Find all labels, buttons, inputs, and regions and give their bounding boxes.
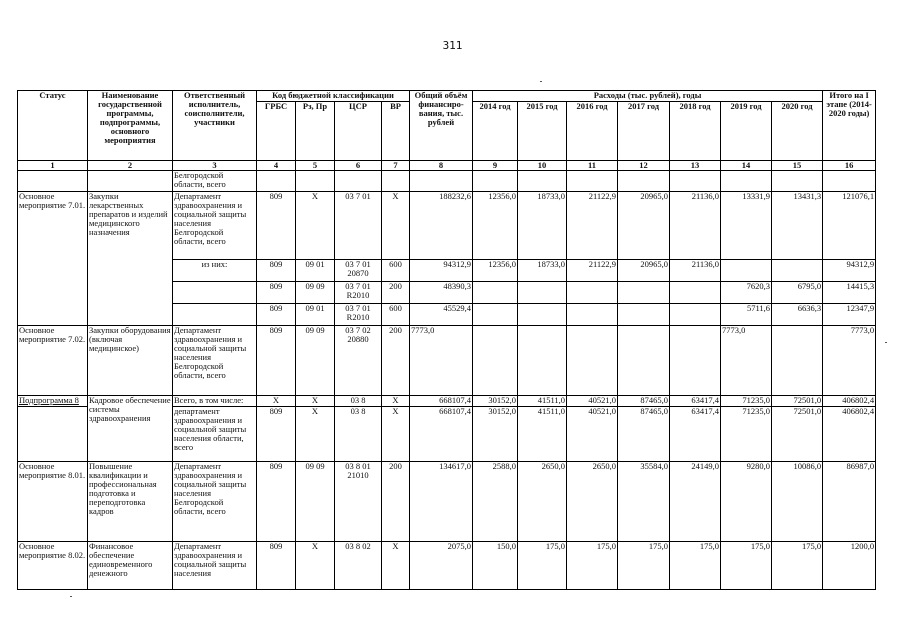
cell-executor: Всего, в том числе:	[173, 396, 257, 407]
col-name: Наименование государственной программы, подпрограммы, основного мероприятия	[88, 91, 173, 161]
col-number: 14	[721, 161, 772, 171]
col-number: 1	[18, 161, 88, 171]
cell-2017	[618, 326, 670, 396]
cell-2015	[518, 304, 567, 326]
cell-2019: 175,0	[721, 542, 772, 590]
cell-status: Основное мероприятие 8.02.	[18, 542, 88, 590]
scan-speck	[885, 342, 887, 343]
cell-2020: 72501,0	[772, 396, 823, 407]
cell-total: 48390,3	[410, 282, 473, 304]
cell-total: 134617,0	[410, 462, 473, 542]
cell-2020: 10086,0	[772, 462, 823, 542]
cell-2019: 7620,3	[721, 282, 772, 304]
cell-vr: Х	[382, 192, 410, 260]
budget-table	[17, 90, 876, 590]
cell-executor	[173, 304, 257, 326]
cell-2018	[670, 282, 721, 304]
cell-executor: Департамент здравоохранения и социальной защиты населения Белгородской области, всего	[173, 326, 257, 396]
cell-2016	[567, 326, 618, 396]
cell-2020	[772, 326, 823, 396]
cell-status: Подпрограмма 8	[18, 396, 88, 407]
cell-vr: 600	[382, 260, 410, 282]
cell-2017: 87465,0	[618, 407, 670, 462]
col-budget-code: Код бюджетной классификации	[257, 91, 410, 102]
cell-stage-total: 406802,4	[823, 396, 876, 407]
cell-name: Повышение квалификации и профессиональная подготовка и переподготовка кадров	[88, 462, 173, 542]
cell-name: Кадровое обеспечение системы здравоохранения	[88, 396, 173, 462]
cell-2015: 175,0	[518, 542, 567, 590]
cell-vr: 200	[382, 326, 410, 396]
cell-csr: 03 8 01 21010	[335, 462, 382, 542]
col-vr: ВР	[382, 102, 410, 161]
cell-rzpr: 09 09	[296, 282, 335, 304]
cell-2019: 71235,0	[721, 407, 772, 462]
col-number: 7	[382, 161, 410, 171]
cell-csr: 03 7 02 20880	[335, 326, 382, 396]
cell-status: Основное мероприятие 8.01.	[18, 462, 88, 542]
cell-vr: Х	[382, 542, 410, 590]
cell-total: 45529,4	[410, 304, 473, 326]
cell-2016: 2650,0	[567, 462, 618, 542]
cell-grbs: 809	[257, 304, 296, 326]
cell-2018	[670, 304, 721, 326]
cell-executor: Белгородской области, всего	[173, 171, 257, 192]
cell-csr: 03 7 01	[335, 192, 382, 260]
cell-2018: 24149,0	[670, 462, 721, 542]
cell-2015: 18733,0	[518, 192, 567, 260]
cell-stage-total: 94312,9	[823, 260, 876, 282]
cell-name: Финансовое обеспечение единовременного денежного	[88, 542, 173, 590]
cell-2019	[721, 260, 772, 282]
cell-csr: 03 8	[335, 396, 382, 407]
col-number: 12	[618, 161, 670, 171]
cell-grbs: 809	[257, 192, 296, 260]
cell-vr: Х	[382, 407, 410, 462]
cell-2017: 87465,0	[618, 396, 670, 407]
cell-2020: 72501,0	[772, 407, 823, 462]
col-year-2018: 2018 год	[670, 102, 721, 161]
cell-executor: Департамент здравоохранения и социальной защиты населения Белгородской области, всего	[173, 192, 257, 260]
page-number: 311	[442, 39, 463, 52]
cell-stage-total: 1200,0	[823, 542, 876, 590]
cell-rzpr: 09 09	[296, 326, 335, 396]
cell-2018	[670, 326, 721, 396]
cell-name: Закупки оборудования (включая медицинское)	[88, 326, 173, 396]
col-csr: ЦСР	[335, 102, 382, 161]
table-row	[18, 171, 876, 192]
cell-2015: 41511,0	[518, 396, 567, 407]
cell-csr: 03 8 02	[335, 542, 382, 590]
cell-grbs: Х	[257, 396, 296, 407]
col-number: 15	[772, 161, 823, 171]
cell-2018: 175,0	[670, 542, 721, 590]
cell-vr: 600	[382, 304, 410, 326]
col-number: 13	[670, 161, 721, 171]
cell-executor: департамент здравоохранения и социальной защиты населения области, всего	[173, 407, 257, 462]
cell-status	[18, 407, 88, 462]
col-grbs: ГРБС	[257, 102, 296, 161]
cell-grbs: 809	[257, 282, 296, 304]
col-number: 2	[88, 161, 173, 171]
cell-2014: 12356,0	[473, 192, 518, 260]
col-stage-total: Итого на I этапе (2014-2020 годы)	[823, 91, 876, 161]
cell-2019: 71235,0	[721, 396, 772, 407]
cell-rzpr: Х	[296, 192, 335, 260]
cell-stage-total: 406802,4	[823, 407, 876, 462]
cell-2014	[473, 304, 518, 326]
cell-status: Основное мероприятие 7.01.	[18, 192, 88, 326]
col-rzpr: Рз, Пр	[296, 102, 335, 161]
cell-executor	[173, 282, 257, 304]
cell-rzpr: Х	[296, 396, 335, 407]
cell-2014	[473, 326, 518, 396]
scan-speck	[540, 81, 542, 82]
cell-stage-total: 14415,3	[823, 282, 876, 304]
cell-2015	[518, 282, 567, 304]
cell-2014: 150,0	[473, 542, 518, 590]
cell-2016: 40521,0	[567, 407, 618, 462]
cell-executor: Департамент здравоохранения и социальной защиты населения	[173, 542, 257, 590]
cell-csr: 03 7 01 20870	[335, 260, 382, 282]
cell-2017	[618, 282, 670, 304]
cell-2016: 175,0	[567, 542, 618, 590]
table-row	[18, 326, 876, 396]
cell-2018: 63417,4	[670, 407, 721, 462]
cell-2017: 20965,0	[618, 192, 670, 260]
cell-2016: 40521,0	[567, 396, 618, 407]
cell-csr: 03 8	[335, 407, 382, 462]
cell-2017	[618, 304, 670, 326]
cell-rzpr: 09 01	[296, 260, 335, 282]
col-year-2015: 2015 год	[518, 102, 567, 161]
cell-2015	[518, 326, 567, 396]
col-number: 10	[518, 161, 567, 171]
cell-2019: 5711,6	[721, 304, 772, 326]
cell-2020: 175,0	[772, 542, 823, 590]
cell-2017: 175,0	[618, 542, 670, 590]
cell-total: 2075,0	[410, 542, 473, 590]
cell-total: 188232,6	[410, 192, 473, 260]
cell-2019: 13331,9	[721, 192, 772, 260]
cell-2020: 13431,3	[772, 192, 823, 260]
cell-2020: 6795,0	[772, 282, 823, 304]
cell-vr: Х	[382, 396, 410, 407]
cell-total: 7773,0	[410, 326, 473, 396]
cell-status	[18, 171, 88, 192]
cell-2019: 7773,0	[721, 326, 772, 396]
col-number: 6	[335, 161, 382, 171]
cell-total: 668107,4	[410, 396, 473, 407]
cell-2018: 21136,0	[670, 260, 721, 282]
cell-vr: 200	[382, 462, 410, 542]
cell-2016	[567, 282, 618, 304]
col-year-2019: 2019 год	[721, 102, 772, 161]
cell-2016: 21122,9	[567, 260, 618, 282]
col-number: 4	[257, 161, 296, 171]
cell-rzpr: 09 01	[296, 304, 335, 326]
cell-2016: 21122,9	[567, 192, 618, 260]
cell-csr: 03 7 01 R2010	[335, 282, 382, 304]
cell-2017: 35584,0	[618, 462, 670, 542]
cell-2014: 30152,0	[473, 407, 518, 462]
col-number: 8	[410, 161, 473, 171]
col-status: Статус	[18, 91, 88, 161]
cell-2015: 2650,0	[518, 462, 567, 542]
cell-2014: 12356,0	[473, 260, 518, 282]
col-number: 11	[567, 161, 618, 171]
cell-stage-total: 12347,9	[823, 304, 876, 326]
cell-grbs: 809	[257, 260, 296, 282]
header-row-1	[18, 91, 876, 102]
cell-2018: 21136,0	[670, 192, 721, 260]
table-row	[18, 462, 876, 542]
cell-2020: 6636,3	[772, 304, 823, 326]
col-executor: Ответственный исполнитель, соисполнители, участники	[173, 91, 257, 161]
col-number: 9	[473, 161, 518, 171]
col-expenses: Расходы (тыс. рублей), годы	[473, 91, 823, 102]
cell-2018: 63417,4	[670, 396, 721, 407]
cell-total: 668107,4	[410, 407, 473, 462]
cell-2015: 18733,0	[518, 260, 567, 282]
col-year-2014: 2014 год	[473, 102, 518, 161]
cell-executor: из них:	[173, 260, 257, 282]
cell-status: Основное мероприятие 7.02.	[18, 326, 88, 396]
cell-vr: 200	[382, 282, 410, 304]
column-number-row	[18, 161, 876, 171]
table-row	[18, 396, 876, 407]
cell-stage-total: 121076,1	[823, 192, 876, 260]
cell-grbs: 809	[257, 326, 296, 396]
cell-rzpr: Х	[296, 542, 335, 590]
cell-executor: Департамент здравоохранения и социальной защиты населения Белгородской области, всего	[173, 462, 257, 542]
col-number: 3	[173, 161, 257, 171]
cell-name: Закупки лекарственных препаратов и изделий медицинского назначения	[88, 192, 173, 326]
scan-speck	[70, 596, 72, 597]
col-number: 5	[296, 161, 335, 171]
col-year-2017: 2017 год	[618, 102, 670, 161]
cell-total: 94312,9	[410, 260, 473, 282]
cell-2016	[567, 304, 618, 326]
col-year-2016: 2016 год	[567, 102, 618, 161]
cell-2019: 9280,0	[721, 462, 772, 542]
cell-stage-total: 7773,0	[823, 326, 876, 396]
cell-grbs: 809	[257, 542, 296, 590]
cell-2015: 41511,0	[518, 407, 567, 462]
col-total: Общий объём финансиро-вания, тыс. рублей	[410, 91, 473, 161]
cell-stage-total: 86987,0	[823, 462, 876, 542]
cell-2014	[473, 282, 518, 304]
cell-2014: 2588,0	[473, 462, 518, 542]
cell-grbs: 809	[257, 407, 296, 462]
col-number: 16	[823, 161, 876, 171]
cell-csr: 03 7 01 R2010	[335, 304, 382, 326]
cell-2017: 20965,0	[618, 260, 670, 282]
col-year-2020: 2020 год	[772, 102, 823, 161]
cell-grbs: 809	[257, 462, 296, 542]
cell-2014: 30152,0	[473, 396, 518, 407]
table-row	[18, 192, 876, 260]
table-row	[18, 542, 876, 590]
cell-name	[88, 171, 173, 192]
cell-rzpr: Х	[296, 407, 335, 462]
cell-2020	[772, 260, 823, 282]
cell-rzpr: 09 09	[296, 462, 335, 542]
